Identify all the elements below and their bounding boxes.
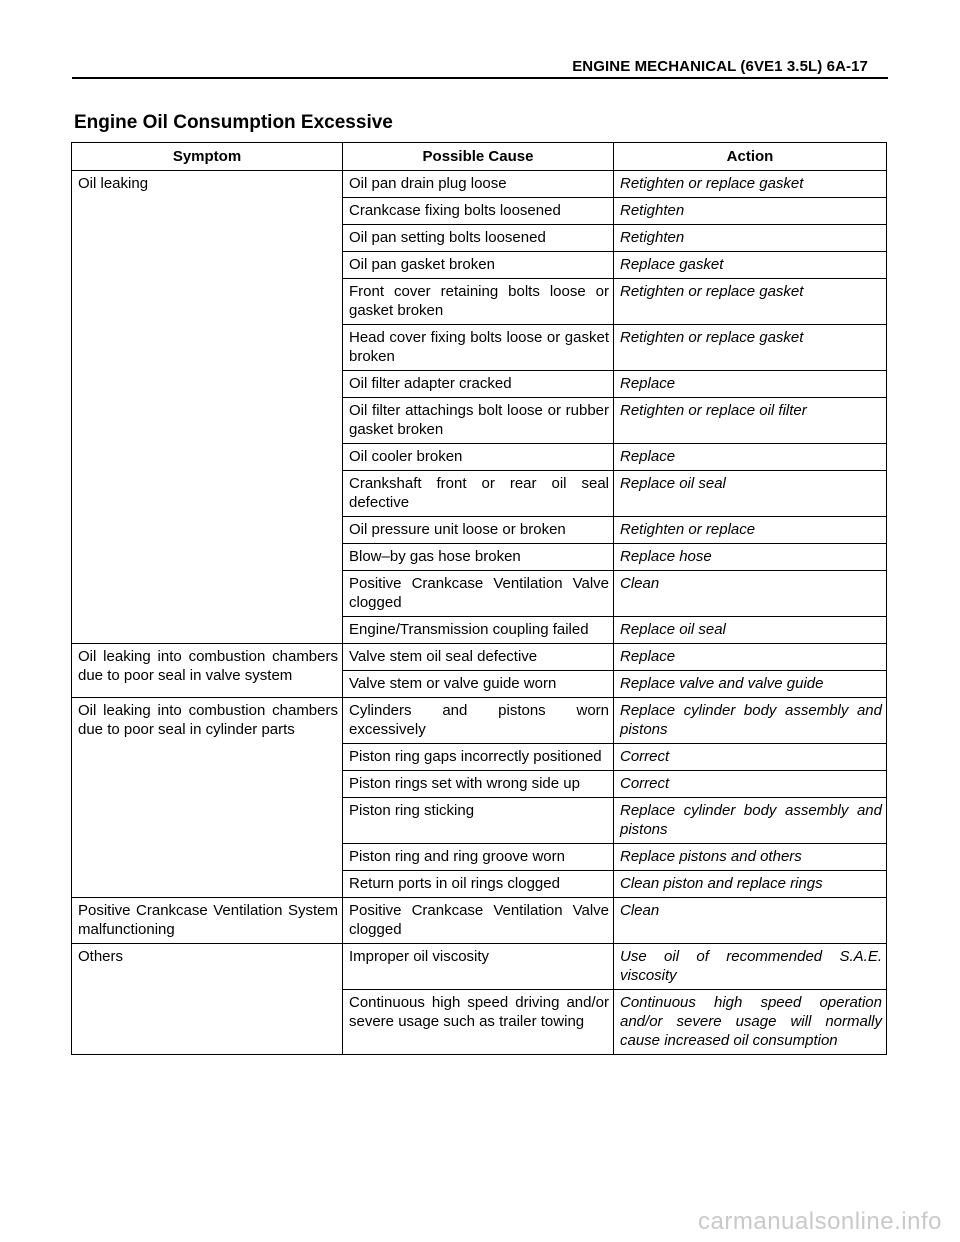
table-row bbox=[72, 171, 887, 198]
table-row bbox=[72, 898, 887, 944]
action-cell: Replace bbox=[614, 644, 887, 671]
possible-cause-cell: Crankshaft front or rear oil seal defective bbox=[343, 471, 614, 517]
possible-cause-cell: Piston rings set with wrong side up bbox=[343, 771, 614, 798]
table-row bbox=[72, 644, 887, 671]
possible-cause-cell: Oil cooler broken bbox=[343, 444, 614, 471]
table-header-row bbox=[72, 143, 887, 171]
possible-cause-cell: Return ports in oil rings clogged bbox=[343, 871, 614, 898]
possible-cause-cell: Improper oil viscosity bbox=[343, 944, 614, 990]
action-cell: Clean piston and replace rings bbox=[614, 871, 887, 898]
action-cell: Replace oil seal bbox=[614, 617, 887, 644]
action-cell: Clean bbox=[614, 898, 887, 944]
action-cell: Replace hose bbox=[614, 544, 887, 571]
action-cell: Retighten or replace gasket bbox=[614, 171, 887, 198]
action-cell: Use oil of recommended S.A.E. viscosity bbox=[614, 944, 887, 990]
possible-cause-cell: Piston ring and ring groove worn bbox=[343, 844, 614, 871]
possible-cause-cell: Positive Crankcase Ventilation Valve clogged bbox=[343, 898, 614, 944]
action-cell: Correct bbox=[614, 771, 887, 798]
symptom-cell: Positive Crankcase Ventilation System malfunctioning bbox=[72, 898, 343, 944]
action-cell: Replace valve and valve guide bbox=[614, 671, 887, 698]
possible-cause-cell: Oil pressure unit loose or broken bbox=[343, 517, 614, 544]
action-cell: Correct bbox=[614, 744, 887, 771]
action-cell: Replace bbox=[614, 444, 887, 471]
possible-cause-cell: Cylinders and pistons worn excessively bbox=[343, 698, 614, 744]
possible-cause-cell: Oil pan gasket broken bbox=[343, 252, 614, 279]
action-cell: Continuous high speed operation and/or severe usage will normally cause increased oil consumption bbox=[614, 990, 887, 1055]
table-row bbox=[72, 944, 887, 990]
action-cell: Replace oil seal bbox=[614, 471, 887, 517]
column-header-symptom: Symptom bbox=[72, 143, 343, 171]
column-header-possible-cause: Possible Cause bbox=[343, 143, 614, 171]
possible-cause-cell: Positive Crankcase Ventilation Valve clogged bbox=[343, 571, 614, 617]
action-cell: Retighten or replace gasket bbox=[614, 279, 887, 325]
possible-cause-cell: Front cover retaining bolts loose or gasket broken bbox=[343, 279, 614, 325]
possible-cause-cell: Oil filter attachings bolt loose or rubber gasket broken bbox=[343, 398, 614, 444]
action-cell: Replace cylinder body assembly and pistons bbox=[614, 798, 887, 844]
possible-cause-cell: Valve stem or valve guide worn bbox=[343, 671, 614, 698]
possible-cause-cell: Piston ring gaps incorrectly positioned bbox=[343, 744, 614, 771]
possible-cause-cell: Engine/Transmission coupling failed bbox=[343, 617, 614, 644]
possible-cause-cell: Continuous high speed driving and/or severe usage such as trailer towing bbox=[343, 990, 614, 1055]
possible-cause-cell: Oil filter adapter cracked bbox=[343, 371, 614, 398]
symptom-cell: Oil leaking bbox=[72, 171, 343, 644]
action-cell: Replace gasket bbox=[614, 252, 887, 279]
symptom-cell: Oil leaking into combustion chambers due to poor seal in valve system bbox=[72, 644, 343, 698]
action-cell: Replace bbox=[614, 371, 887, 398]
action-cell: Retighten or replace oil filter bbox=[614, 398, 887, 444]
action-cell: Replace pistons and others bbox=[614, 844, 887, 871]
possible-cause-cell: Blow–by gas hose broken bbox=[343, 544, 614, 571]
troubleshooting-table bbox=[71, 142, 887, 1055]
column-header-action: Action bbox=[614, 143, 887, 171]
page-header bbox=[72, 58, 888, 79]
possible-cause-cell: Valve stem oil seal defective bbox=[343, 644, 614, 671]
symptom-cell: Oil leaking into combustion chambers due to poor seal in cylinder parts bbox=[72, 698, 343, 898]
action-cell: Retighten bbox=[614, 225, 887, 252]
action-cell: Retighten or replace gasket bbox=[614, 325, 887, 371]
page-header-title: ENGINE MECHANICAL (6VE1 3.5L) 6A-17 bbox=[572, 58, 868, 75]
section-title: Engine Oil Consumption Excessive bbox=[74, 112, 393, 133]
symptom-cell: Others bbox=[72, 944, 343, 1055]
possible-cause-cell: Oil pan drain plug loose bbox=[343, 171, 614, 198]
action-cell: Retighten or replace bbox=[614, 517, 887, 544]
table-body bbox=[72, 171, 887, 1055]
watermark: carmanualsonline.info bbox=[698, 1208, 942, 1235]
action-cell: Replace cylinder body assembly and pistons bbox=[614, 698, 887, 744]
action-cell: Retighten bbox=[614, 198, 887, 225]
possible-cause-cell: Piston ring sticking bbox=[343, 798, 614, 844]
action-cell: Clean bbox=[614, 571, 887, 617]
possible-cause-cell: Head cover fixing bolts loose or gasket broken bbox=[343, 325, 614, 371]
table-row bbox=[72, 698, 887, 744]
possible-cause-cell: Oil pan setting bolts loosened bbox=[343, 225, 614, 252]
possible-cause-cell: Crankcase fixing bolts loosened bbox=[343, 198, 614, 225]
